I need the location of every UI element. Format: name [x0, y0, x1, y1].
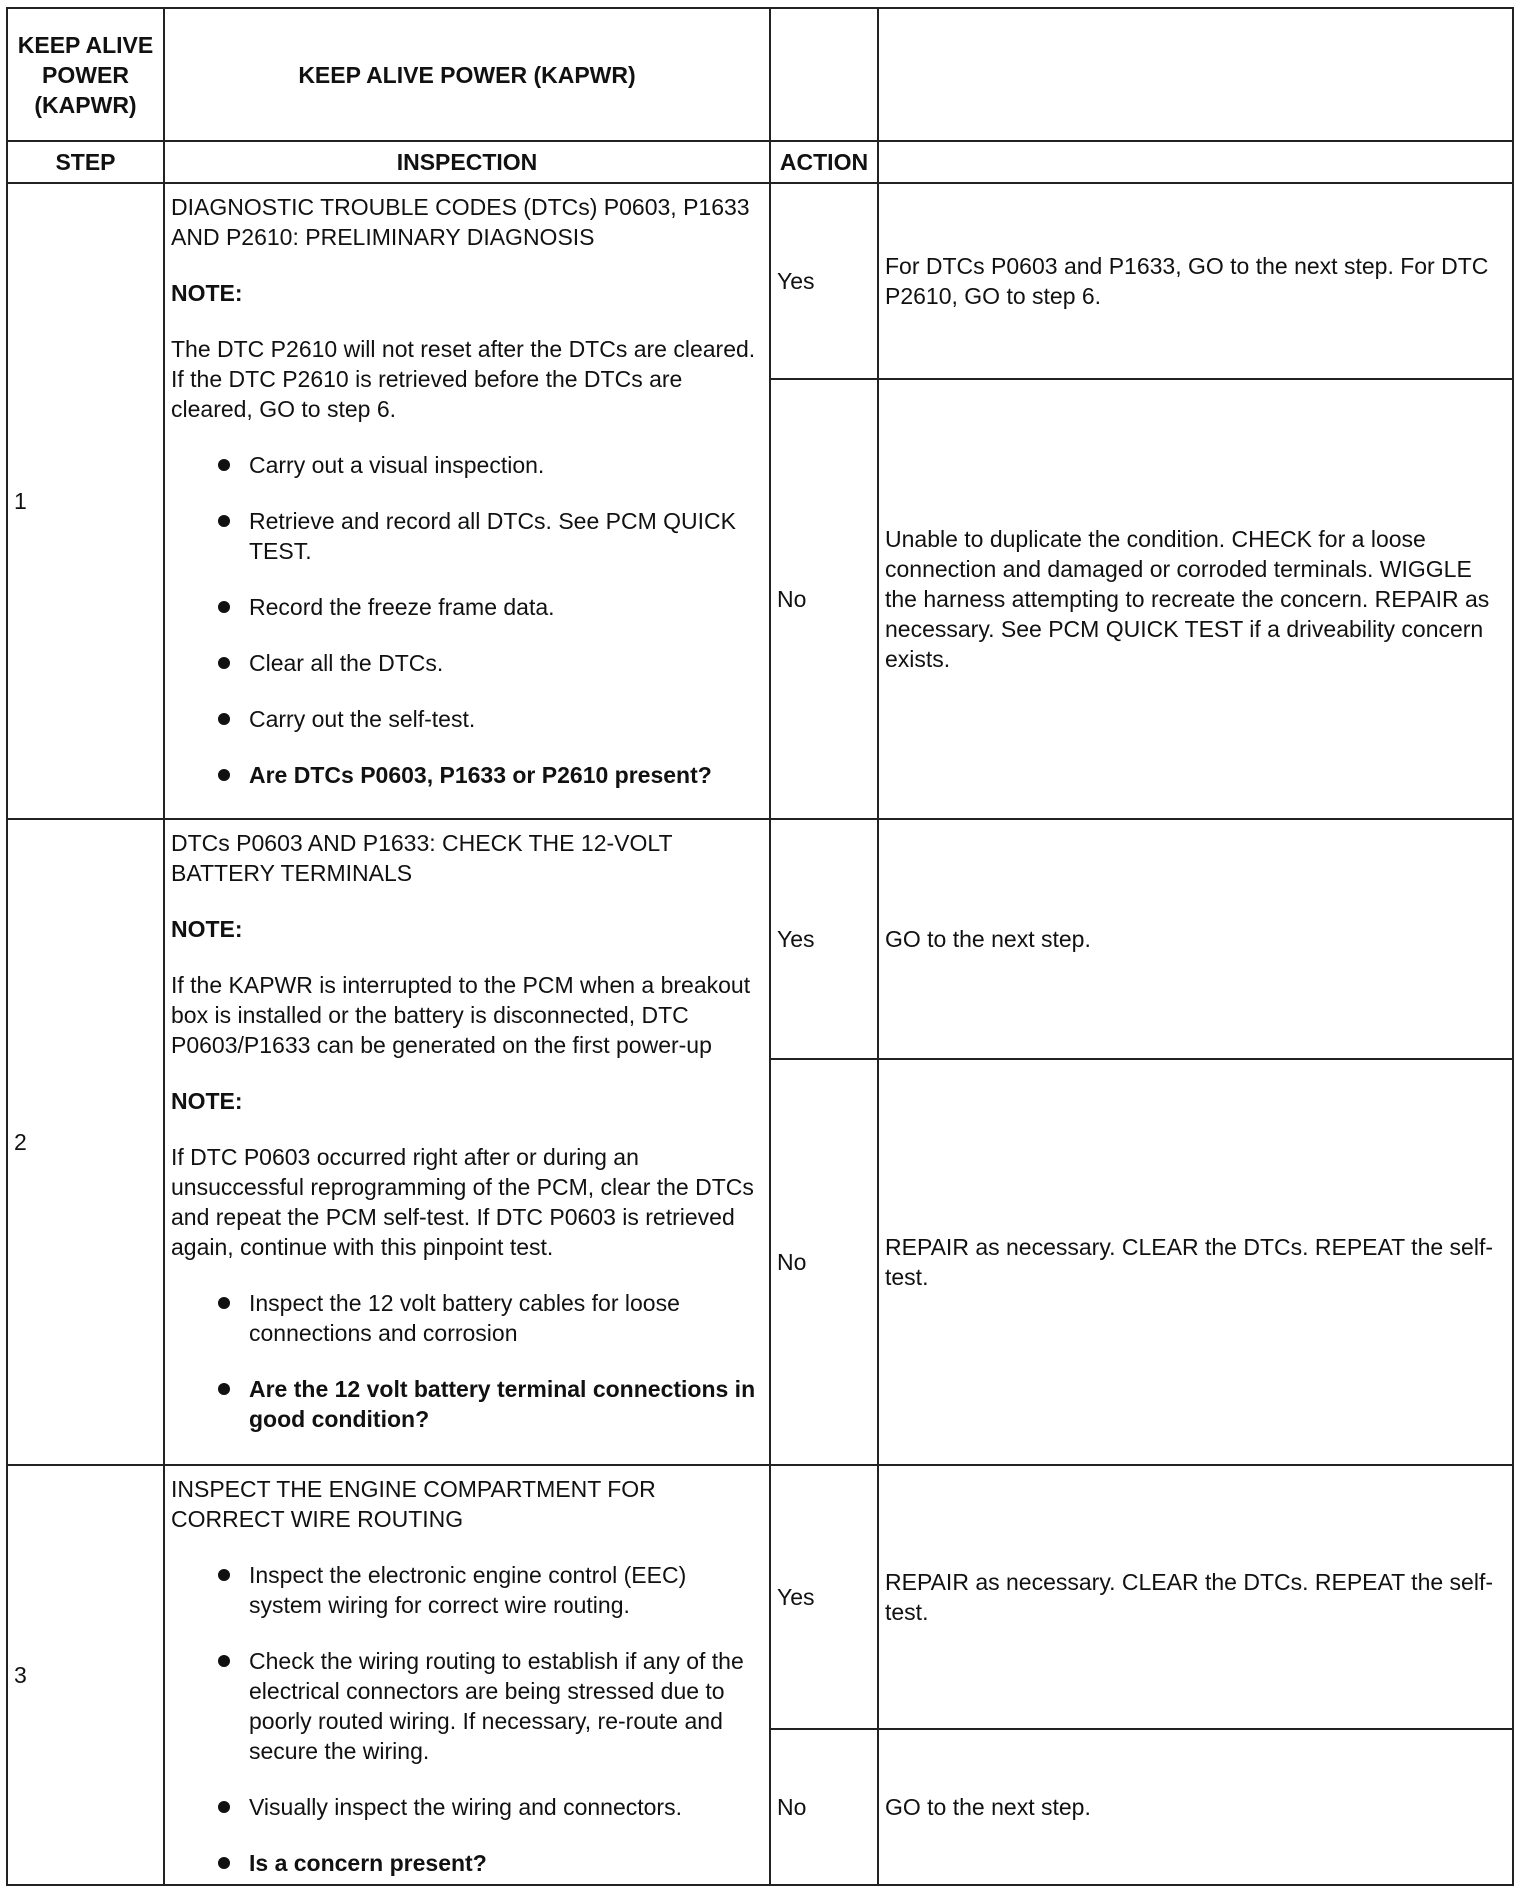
title-row	[7, 8, 1513, 141]
no-label: No	[770, 1059, 878, 1465]
action-header: ACTION	[770, 141, 878, 183]
bullet-item: Inspect the 12 volt battery cables for loose connections and corrosion	[171, 1288, 763, 1348]
empty-cell	[878, 141, 1513, 183]
note-text: If the KAPWR is interrupted to the PCM when a breakout box is installed or the battery is disconnected, DTC P0603/P1633 can be generated on the first power-up	[171, 972, 751, 1058]
note-label: NOTE:	[171, 1088, 243, 1114]
no-action: GO to the next step.	[878, 1729, 1513, 1885]
yes-action: For DTCs P0603 and P1633, GO to the next step. For DTC P2610, GO to step 6.	[878, 183, 1513, 379]
step-heading: DTCs P0603 AND P1633: CHECK THE 12-VOLT BATTERY TERMINALS	[171, 830, 673, 886]
bullet-item: Record the freeze frame data.	[171, 592, 763, 622]
question-item: Is a concern present?	[171, 1848, 763, 1878]
empty-cell	[770, 8, 878, 141]
bullet-item: Carry out a visual inspection.	[171, 450, 763, 480]
step-2-yes-row	[7, 819, 1513, 1059]
no-label: No	[770, 379, 878, 819]
bullet-item: Visually inspect the wiring and connectors.	[171, 1792, 763, 1822]
step-heading: INSPECT THE ENGINE COMPARTMENT FOR CORRECT WIRE ROUTING	[171, 1476, 656, 1532]
bullet-item: Check the wiring routing to establish if any of the electrical connectors are being stressed due to poorly routed wiring. If necessary, re-route and secure the wiring.	[171, 1646, 763, 1766]
title-col-label: KEEP ALIVE POWER (KAPWR)	[7, 8, 164, 141]
yes-label: Yes	[770, 1465, 878, 1729]
bullet-list	[171, 1288, 763, 1434]
step-number: 1	[7, 183, 164, 819]
step-heading: DIAGNOSTIC TROUBLE CODES (DTCs) P0603, P1633 AND P2610: PRELIMINARY DIAGNOSIS	[171, 194, 750, 250]
no-action: REPAIR as necessary. CLEAR the DTCs. REPEAT the self-test.	[878, 1059, 1513, 1465]
note-label: NOTE:	[171, 280, 243, 306]
step-number: 3	[7, 1465, 164, 1885]
no-action: Unable to duplicate the condition. CHECK for a loose connection and damaged or corroded terminals. WIGGLE the harness attempting to recreate the concern. REPAIR as necessary. See PCM QUICK TEST if a driveability concern exists.	[878, 379, 1513, 819]
table-title: KEEP ALIVE POWER (KAPWR)	[164, 8, 770, 141]
bullet-item: Clear all the DTCs.	[171, 648, 763, 678]
bullet-list	[171, 1560, 763, 1878]
step-3-yes-row	[7, 1465, 1513, 1729]
question-item: Are the 12 volt battery terminal connections in good condition?	[171, 1374, 763, 1434]
bullet-item: Inspect the electronic engine control (EEC) system wiring for correct wire routing.	[171, 1560, 763, 1620]
yes-label: Yes	[770, 819, 878, 1059]
inspection-cell	[164, 819, 770, 1465]
question-item: Are DTCs P0603, P1633 or P2610 present?	[171, 760, 763, 790]
note-text: The DTC P2610 will not reset after the DTCs are cleared. If the DTC P2610 is retrieved before the DTCs are cleared, GO to step 6.	[171, 336, 756, 422]
step-number: 2	[7, 819, 164, 1465]
no-label: No	[770, 1729, 878, 1885]
inspection-cell	[164, 183, 770, 819]
inspection-cell	[164, 1465, 770, 1885]
bullet-item: Retrieve and record all DTCs. See PCM QUICK TEST.	[171, 506, 763, 566]
step-header: STEP	[7, 141, 164, 183]
note-label: NOTE:	[171, 916, 243, 942]
note-text: If DTC P0603 occurred right after or during an unsuccessful reprogramming of the PCM, clear the DTCs and repeat the PCM self-test. If DTC P0603 is retrieved again, continue with this pinpoint test.	[171, 1144, 754, 1260]
yes-label: Yes	[770, 183, 878, 379]
inspection-header: INSPECTION	[164, 141, 770, 183]
bullet-item: Carry out the self-test.	[171, 704, 763, 734]
column-header-row	[7, 141, 1513, 183]
yes-action: GO to the next step.	[878, 819, 1513, 1059]
step-1-yes-row	[7, 183, 1513, 379]
bullet-list	[171, 450, 763, 790]
pinpoint-test-table	[6, 7, 1514, 1886]
yes-action: REPAIR as necessary. CLEAR the DTCs. REPEAT the self-test.	[878, 1465, 1513, 1729]
empty-cell	[878, 8, 1513, 141]
